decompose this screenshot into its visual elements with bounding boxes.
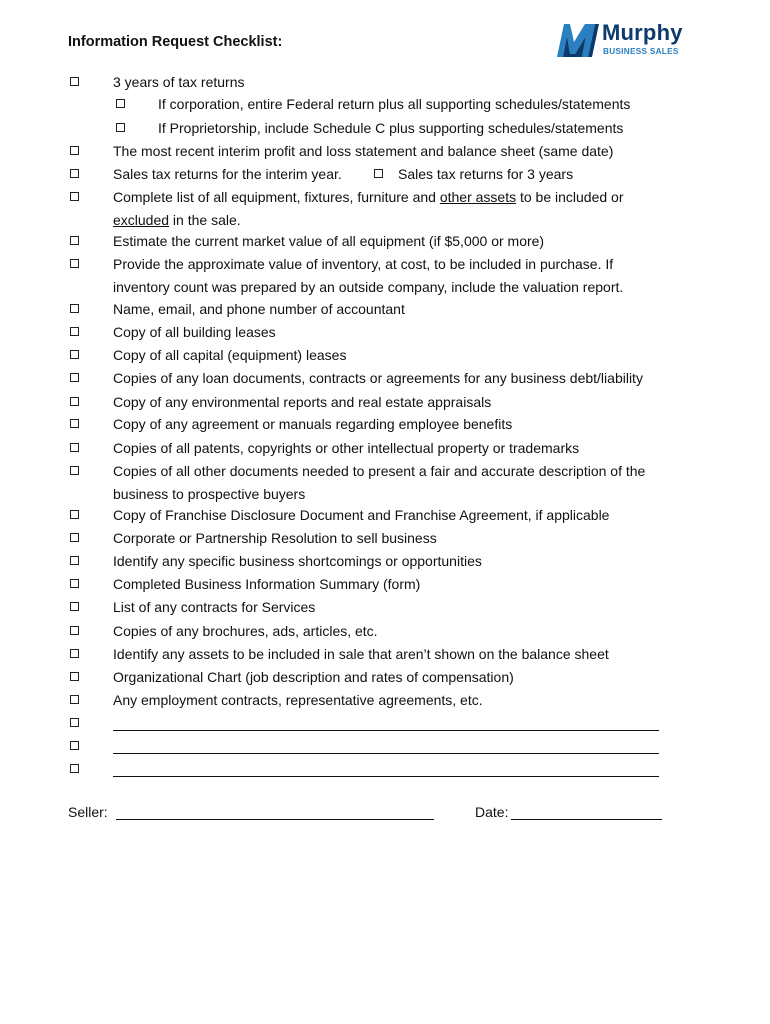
checkbox[interactable] [70, 764, 79, 773]
checkbox[interactable] [70, 192, 79, 201]
checklist-item-equipment-list-continued [113, 212, 241, 228]
checklist-item-other-documents-continued: business to prospective buyers [113, 486, 306, 502]
checkbox[interactable] [70, 741, 79, 750]
equipment-text-end: to be included or [516, 189, 624, 205]
checklist-item-other-documents: Copies of all other documents needed to present a fair and accurate description of the [113, 463, 646, 479]
checkbox[interactable] [70, 304, 79, 313]
checklist-item-loan-documents: Copies of any loan documents, contracts or agreements for any business debt/liability [113, 370, 643, 386]
checklist-item-building-leases: Copy of all building leases [113, 324, 276, 340]
checklist-item-org-chart: Organizational Chart (job description and rates of compensation) [113, 669, 514, 685]
checklist-item-franchise: Copy of Franchise Disclosure Document and Franchise Agreement, if applicable [113, 507, 610, 523]
checkbox[interactable] [70, 350, 79, 359]
checklist-item-service-contracts: List of any contracts for Services [113, 599, 316, 615]
equipment-text-start: Complete list of all equipment, fixtures, furniture and [113, 189, 440, 205]
checkbox[interactable] [70, 556, 79, 565]
checklist-item-interim-statements: The most recent interim profit and loss statement and balance sheet (same date) [113, 143, 614, 159]
checklist-item-inventory-continued: inventory count was prepared by an outside company, include the valuation report. [113, 279, 624, 295]
checklist-item-equipment-list [113, 189, 624, 205]
checkbox[interactable] [116, 123, 125, 132]
blank-line[interactable] [113, 753, 659, 754]
checklist-item-capital-leases: Copy of all capital (equipment) leases [113, 347, 347, 363]
checklist-item-sales-tax-3-years: Sales tax returns for 3 years [398, 166, 574, 182]
murphy-m-logo-icon [555, 22, 601, 58]
seller-signature-line[interactable] [116, 819, 434, 820]
blank-line[interactable] [113, 730, 659, 731]
checkbox[interactable] [70, 579, 79, 588]
checkbox[interactable] [70, 373, 79, 382]
checklist-item-employee-benefits: Copy of any agreement or manuals regarding employee benefits [113, 416, 513, 432]
equipment-text-other-assets: other assets [439, 189, 517, 205]
checkbox[interactable] [70, 77, 79, 86]
checkbox[interactable] [70, 649, 79, 658]
checkbox[interactable] [70, 419, 79, 428]
checklist-subitem-proprietorship: If Proprietorship, include Schedule C plus supporting schedules/statements [158, 120, 624, 136]
checkbox[interactable] [70, 695, 79, 704]
checklist-item-resolution: Corporate or Partnership Resolution to sell business [113, 530, 437, 546]
checkbox[interactable] [70, 443, 79, 452]
checkbox[interactable] [70, 626, 79, 635]
checkbox[interactable] [70, 718, 79, 727]
checklist-item-environmental-reports: Copy of any environmental reports and real estate appraisals [113, 394, 492, 410]
checkbox[interactable] [70, 236, 79, 245]
checkbox[interactable] [70, 533, 79, 542]
logo-brand-text: Murphy [602, 20, 683, 45]
checklist-item-tax-returns: 3 years of tax returns [113, 74, 245, 90]
checkbox[interactable] [70, 259, 79, 268]
checklist-item-market-value: Estimate the current market value of all equipment (if $5,000 or more) [113, 233, 545, 249]
checkbox[interactable] [70, 602, 79, 611]
checkbox[interactable] [116, 99, 125, 108]
checklist-item-patents: Copies of all patents, copyrights or other intellectual property or trademarks [113, 440, 580, 456]
company-logo [555, 21, 695, 61]
checkbox[interactable] [70, 510, 79, 519]
page-title: Information Request Checklist: [68, 34, 283, 50]
logo-tagline: BUSINESS SALES [603, 47, 679, 56]
checkbox[interactable] [70, 146, 79, 155]
checklist-item-information-summary: Completed Business Information Summary (form) [113, 576, 421, 592]
checklist-item-shortcomings: Identify any specific business shortcomings or opportunities [113, 553, 482, 569]
equipment-text-in-sale: in the sale. [169, 212, 241, 228]
checklist-item-employment-contracts: Any employment contracts, representative agreements, etc. [113, 692, 483, 708]
checkbox[interactable] [70, 466, 79, 475]
checkbox[interactable] [70, 327, 79, 336]
checklist-item-inventory: Provide the approximate value of inventory, at cost, to be included in purchase. If [113, 256, 614, 272]
checklist-item-accountant: Name, email, and phone number of accountant [113, 301, 405, 317]
checklist-item-brochures: Copies of any brochures, ads, articles, etc. [113, 623, 378, 639]
blank-line[interactable] [113, 776, 659, 777]
date-label: Date: [475, 804, 509, 820]
checklist-subitem-corporation: If corporation, entire Federal return plus all supporting schedules/statements [158, 96, 631, 112]
checkbox[interactable] [374, 169, 383, 178]
seller-label: Seller: [68, 804, 108, 820]
checkbox[interactable] [70, 397, 79, 406]
checkbox[interactable] [70, 672, 79, 681]
checkbox[interactable] [70, 169, 79, 178]
checklist-item-sales-tax-interim: Sales tax returns for the interim year. [113, 166, 342, 182]
equipment-text-excluded: excluded [113, 212, 170, 228]
date-line[interactable] [511, 819, 662, 820]
checklist-item-assets: Identify any assets to be included in sale that aren’t shown on the balance sheet [113, 646, 609, 662]
